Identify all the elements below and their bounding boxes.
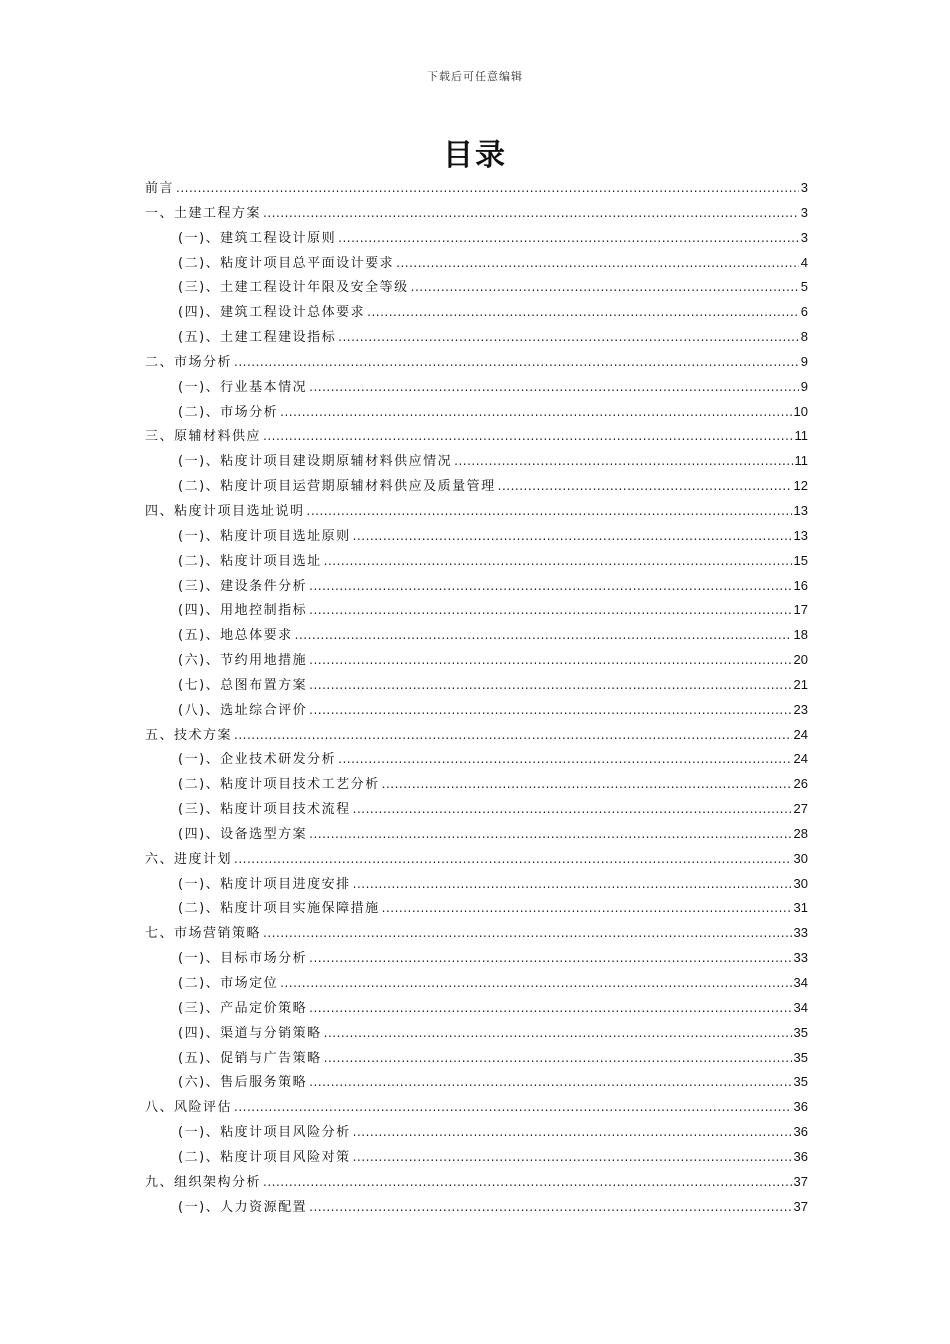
toc-entry[interactable] xyxy=(145,1120,808,1145)
toc-entry-label: 七、市场营销策略 xyxy=(145,926,262,942)
toc-leader-dots xyxy=(234,723,792,748)
toc-entry[interactable] xyxy=(145,549,808,574)
toc-leader-dots xyxy=(353,1145,792,1170)
toc-entry-label: 八、风险评估 xyxy=(145,1100,233,1116)
toc-entry-label: (六)、节约用地措施 xyxy=(178,653,308,669)
toc-entry[interactable] xyxy=(145,1195,808,1220)
toc-entry-label: 五、技术方案 xyxy=(145,727,233,743)
toc-leader-dots xyxy=(176,176,799,201)
toc-entry-label: (二)、市场定位 xyxy=(178,976,279,991)
toc-entry[interactable] xyxy=(145,623,808,648)
toc-entry-label: (六)、售后服务策略 xyxy=(178,1075,308,1091)
toc-leader-dots xyxy=(234,1095,792,1120)
toc-leader-dots xyxy=(324,1046,792,1071)
toc-leader-dots xyxy=(309,946,791,971)
toc-entry[interactable] xyxy=(145,499,808,524)
toc-entry-page: 3 xyxy=(800,229,808,245)
toc-entry[interactable] xyxy=(145,400,808,425)
toc-entry-label: (一)、人力资源配置 xyxy=(178,1199,308,1215)
toc-entry[interactable] xyxy=(145,598,808,623)
toc-entry-label: 三、原辅材料供应 xyxy=(145,429,262,445)
toc-entry[interactable] xyxy=(145,698,808,723)
toc-entry[interactable] xyxy=(145,772,808,797)
toc-entry-page: 33 xyxy=(793,925,808,941)
toc-entry-label: (五)、土建工程建设指标 xyxy=(178,330,337,346)
toc-entry-page: 30 xyxy=(793,875,808,891)
toc-entry-page: 24 xyxy=(793,726,808,742)
header-note: 下载后可任意编辑 xyxy=(427,70,523,83)
toc-entry[interactable] xyxy=(145,251,808,276)
toc-entry-label: (八)、选址综合评价 xyxy=(178,702,308,718)
toc-entry-page: 33 xyxy=(793,950,808,966)
toc-entry-label: 六、进度计划 xyxy=(145,851,233,867)
toc-entry-page: 12 xyxy=(793,478,808,494)
toc-leader-dots xyxy=(498,474,792,499)
toc-entry-page: 9 xyxy=(800,378,808,394)
toc-leader-dots xyxy=(263,201,799,226)
toc-entry[interactable] xyxy=(145,896,808,921)
toc-leader-dots xyxy=(353,797,792,822)
toc-entry[interactable] xyxy=(145,524,808,549)
toc-entry-page: 10 xyxy=(793,403,808,419)
toc-entry[interactable] xyxy=(145,921,808,946)
toc-entry-label: (四)、渠道与分销策略 xyxy=(178,1025,322,1041)
toc-entry-page: 18 xyxy=(793,627,808,643)
toc-entry-page: 36 xyxy=(793,1099,808,1115)
toc-entry-label: (一)、粘度计项目选址原则 xyxy=(178,528,351,544)
toc-entry-page: 26 xyxy=(793,776,808,792)
toc-title: 目录 xyxy=(443,138,507,173)
toc-entry-label: (二)、粘度计项目运营期原辅材料供应及质量管理 xyxy=(178,479,496,495)
toc-entry-page: 37 xyxy=(793,1198,808,1214)
toc-leader-dots xyxy=(382,896,792,921)
toc-entry[interactable] xyxy=(145,946,808,971)
toc-entry-label: (二)、粘度计项目技术工艺分析 xyxy=(178,777,380,793)
table-of-contents xyxy=(145,176,808,1219)
toc-leader-dots xyxy=(309,822,791,847)
toc-entry-label: (二)、市场分析 xyxy=(178,404,279,420)
toc-leader-dots xyxy=(309,698,791,723)
toc-entry[interactable] xyxy=(145,449,808,474)
toc-entry-page: 27 xyxy=(793,801,808,817)
toc-entry[interactable] xyxy=(145,201,808,226)
toc-entry-label: (七)、总图布置方案 xyxy=(178,677,308,693)
toc-entry[interactable] xyxy=(145,1095,808,1120)
toc-leader-dots xyxy=(263,921,792,946)
toc-leader-dots xyxy=(280,971,791,996)
toc-leader-dots xyxy=(309,1195,791,1220)
toc-entry-label: (一)、建筑工程设计原则 xyxy=(178,230,337,246)
toc-entry[interactable] xyxy=(145,375,808,400)
toc-entry[interactable] xyxy=(145,300,808,325)
toc-entry-page: 11 xyxy=(794,428,808,444)
toc-entry-label: (三)、粘度计项目技术流程 xyxy=(178,802,351,818)
toc-leader-dots xyxy=(338,747,791,772)
toc-leader-dots xyxy=(263,1170,792,1195)
toc-leader-dots xyxy=(234,847,792,872)
toc-entry-page: 31 xyxy=(793,900,808,916)
toc-entry-page: 37 xyxy=(793,1173,808,1189)
toc-entry-page: 15 xyxy=(793,552,808,568)
toc-leader-dots xyxy=(353,1120,792,1145)
toc-entry-page: 34 xyxy=(793,975,808,990)
toc-entry-page: 16 xyxy=(793,577,808,593)
toc-entry[interactable] xyxy=(145,325,808,350)
toc-entry-page: 23 xyxy=(793,701,808,717)
toc-entry-label: 二、市场分析 xyxy=(145,354,233,370)
toc-entry-page: 11 xyxy=(794,453,808,469)
toc-leader-dots xyxy=(324,549,792,574)
toc-entry[interactable] xyxy=(145,822,808,847)
toc-leader-dots xyxy=(309,673,791,698)
toc-leader-dots xyxy=(353,524,792,549)
toc-entry-label: (一)、粘度计项目建设期原辅材料供应情况 xyxy=(178,454,453,470)
toc-leader-dots xyxy=(324,1021,792,1046)
toc-entry-label: (一)、企业技术研发分析 xyxy=(178,752,337,768)
toc-entry[interactable] xyxy=(145,226,808,251)
toc-entry[interactable] xyxy=(145,797,808,822)
toc-entry-page: 5 xyxy=(800,279,808,295)
toc-entry-label: (三)、建设条件分析 xyxy=(178,578,308,594)
toc-entry-page: 21 xyxy=(793,676,808,692)
toc-entry-label: (二)、粘度计项目选址 xyxy=(178,553,322,569)
toc-entry-label: (二)、粘度计项目总平面设计要求 xyxy=(178,255,395,271)
toc-entry-page: 13 xyxy=(793,502,808,518)
toc-entry-page: 24 xyxy=(793,751,808,767)
toc-leader-dots xyxy=(309,648,791,673)
toc-entry[interactable] xyxy=(145,1170,808,1195)
toc-entry-page: 36 xyxy=(793,1148,808,1164)
toc-entry-page: 8 xyxy=(800,329,808,345)
toc-entry-label: (一)、行业基本情况 xyxy=(178,379,308,395)
toc-entry-page: 35 xyxy=(793,1074,808,1090)
toc-entry-label: 前言 xyxy=(145,181,175,196)
toc-entry-label: (四)、用地控制指标 xyxy=(178,603,308,619)
toc-entry-label: (一)、粘度计项目进度安排 xyxy=(178,876,351,892)
toc-entry[interactable] xyxy=(145,747,808,772)
toc-entry[interactable] xyxy=(145,723,808,748)
toc-entry-label: (三)、土建工程设计年限及安全等级 xyxy=(178,280,409,296)
toc-entry[interactable] xyxy=(145,971,808,996)
toc-leader-dots xyxy=(280,400,791,425)
toc-leader-dots xyxy=(309,598,791,623)
toc-leader-dots xyxy=(309,1070,791,1095)
toc-leader-dots xyxy=(309,375,799,400)
toc-entry-label: (五)、地总体要求 xyxy=(178,628,293,644)
toc-leader-dots xyxy=(411,275,799,300)
toc-leader-dots xyxy=(338,226,799,251)
toc-entry-label: (二)、粘度计项目风险对策 xyxy=(178,1149,351,1165)
toc-entry[interactable] xyxy=(145,872,808,897)
toc-leader-dots xyxy=(263,424,792,449)
toc-entry-page: 35 xyxy=(793,1024,808,1040)
toc-entry[interactable] xyxy=(145,424,808,449)
toc-entry[interactable] xyxy=(145,1145,808,1170)
toc-entry-label: (一)、粘度计项目风险分析 xyxy=(178,1125,351,1141)
toc-entry-page: 36 xyxy=(793,1124,808,1140)
toc-entry-page: 13 xyxy=(793,527,808,543)
toc-entry-label: (四)、建筑工程设计总体要求 xyxy=(178,305,366,321)
toc-entry-page: 20 xyxy=(793,652,808,668)
toc-entry[interactable] xyxy=(145,996,808,1021)
toc-entry[interactable] xyxy=(145,275,808,300)
toc-entry[interactable] xyxy=(145,176,808,201)
toc-entry[interactable] xyxy=(145,350,808,375)
toc-leader-dots xyxy=(454,449,792,474)
toc-entry-page: 17 xyxy=(793,602,808,618)
toc-entry-page: 35 xyxy=(793,1049,808,1065)
toc-leader-dots xyxy=(234,350,799,375)
toc-entry-label: 九、组织架构分析 xyxy=(145,1174,262,1190)
toc-entry[interactable] xyxy=(145,847,808,872)
toc-entry-page: 4 xyxy=(800,254,808,270)
toc-leader-dots xyxy=(353,872,792,897)
toc-leader-dots xyxy=(338,325,799,350)
toc-entry-label: (四)、设备选型方案 xyxy=(178,826,308,842)
toc-leader-dots xyxy=(367,300,799,325)
toc-leader-dots xyxy=(307,499,792,524)
toc-entry[interactable] xyxy=(145,1070,808,1095)
toc-entry-label: (三)、产品定价策略 xyxy=(178,1000,308,1016)
toc-leader-dots xyxy=(382,772,792,797)
toc-entry-page: 3 xyxy=(800,204,808,220)
toc-entry[interactable] xyxy=(145,574,808,599)
toc-leader-dots xyxy=(295,623,792,648)
toc-entry-page: 9 xyxy=(800,353,808,369)
toc-entry[interactable] xyxy=(145,1046,808,1071)
toc-entry[interactable] xyxy=(145,1021,808,1046)
toc-entry-page: 28 xyxy=(793,825,808,841)
toc-leader-dots xyxy=(309,574,791,599)
toc-entry-page: 30 xyxy=(793,850,808,866)
toc-entry-label: (二)、粘度计项目实施保障措施 xyxy=(178,901,380,917)
toc-entry-label: (五)、促销与广告策略 xyxy=(178,1050,322,1066)
toc-leader-dots xyxy=(309,996,791,1021)
toc-entry-label: 四、粘度计项目选址说明 xyxy=(145,503,305,519)
toc-entry-page: 3 xyxy=(800,180,808,195)
toc-leader-dots xyxy=(396,251,799,276)
toc-entry-label: (一)、目标市场分析 xyxy=(178,951,308,967)
toc-entry-page: 34 xyxy=(793,999,808,1015)
toc-entry-page: 6 xyxy=(800,304,808,320)
toc-entry[interactable] xyxy=(145,648,808,673)
toc-entry[interactable] xyxy=(145,673,808,698)
toc-entry-label: 一、土建工程方案 xyxy=(145,205,262,221)
toc-entry[interactable] xyxy=(145,474,808,499)
